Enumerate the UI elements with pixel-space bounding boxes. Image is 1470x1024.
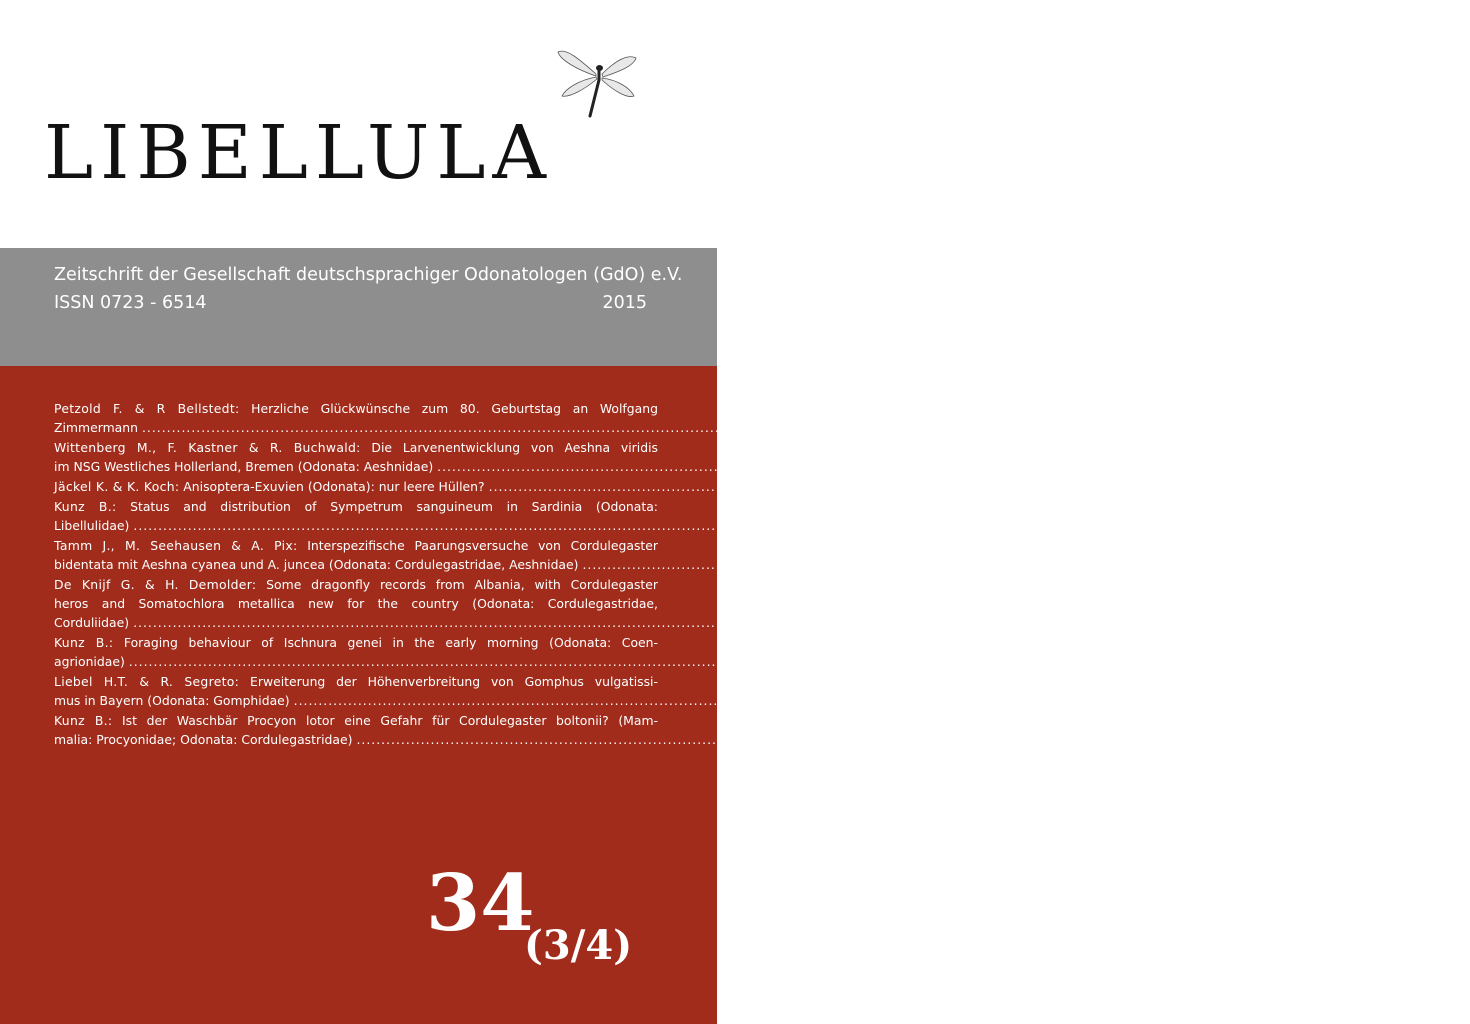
toc-dot-leader: ........................................................................................................................................................................ [293,693,1124,708]
toc-pages: 187–194 [962,654,1016,669]
volume-number: 34 [426,858,535,949]
toc-title-line2: agrionidae) [54,654,125,669]
toc-title-line2: Zimmermann [54,420,138,435]
toc-dot-leader: ........................................................................................................................................................................ [133,615,963,630]
toc-title-line2: Corduliidae) [54,615,130,630]
toc-pages: 175–180 [1416,557,1470,572]
toc-title-line1: Interspezifische Paarungsversuche von Cordulegaster [307,538,658,553]
toc-authors: Kunz B.: [54,713,113,728]
table-of-contents [54,399,1470,750]
toc-title-line1: Foraging behaviour of Ischnura genei in the early morning (Odonata: Coen- [123,635,658,650]
toc-entry [54,438,1325,476]
toc-dot-leader: ........................................................................................................................................................................ [582,557,1413,572]
issue-number: (3/4) [524,922,633,969]
toc-dot-leader: ........................................................................................................................................................................ [141,420,972,435]
contents-panel [0,366,1470,1024]
toc-title-line1: Ist der Waschbär Procyon lotor eine Gefahr für Cordulegaster boltonii? (Mam- [122,713,658,728]
toc-entry [54,477,1376,496]
toc-entry [54,711,1244,749]
cover-header [0,0,717,248]
issn-number: ISSN 0723 - 6514 [54,293,207,313]
toc-pages: 181–185 [966,615,1021,630]
toc-title-line1: Some dragonfly records from Albania, with Cordulegaster [266,577,658,592]
toc-title-line2: malia: Procyonidae; Odonata: Cordulegastridae) [54,732,353,747]
publication-year: 2015 [602,293,647,313]
subtitle-band [0,248,717,366]
toc-pages: 127–141 [1270,459,1325,474]
toc-authors: Petzold F. & R Bellstedt: [54,401,240,416]
toc-dot-leader: ........................................................................................................................................................................ [437,459,1267,474]
toc-entry [54,633,1016,671]
toc-title-line2: im NSG Westliches Hollerland, Bremen (Odonata: Aeshnidae) [54,459,434,474]
toc-entry [54,497,1021,535]
toc-dot-leader: ........................................................................................................................................................................ [488,479,1319,494]
toc-authors: Wittenberg M., F. Kastner & R. Buchwald: [54,440,361,455]
toc-authors: Kunz B.: [54,499,117,514]
dragonfly-icon [556,44,642,118]
toc-pages: 203–207 [1190,732,1244,747]
toc-dot-leader: ........................................................................................................................................................................ [356,732,1187,747]
journal-title: LIBELLULA [44,110,553,196]
toc-pages: 161–173 [967,518,1021,533]
toc-entry [54,536,1470,574]
toc-authors: Jäckel K. & K. Koch: [54,479,180,494]
toc-title-line2: bidentata mit Aeshna cyanea und A. juncea (Odonata: Cordulegastridae, Aeshnidae) [54,557,579,572]
toc-title-line1: Status and distribution of Sympetrum sanguineum in Sardinia (Odonata: [130,499,658,514]
toc-title-line1: Erweiterung der Höhenverbreitung von Gomphus vulgatissi- [250,674,658,689]
toc-authors: Liebel H.T. & R. Segreto: [54,674,240,689]
journal-subtitle: Zeitschrift der Gesellschaft deutschsprachiger Odonatologen (GdO) e.V. [54,265,683,285]
toc-authors: Kunz B.: [54,635,114,650]
toc-entry [54,575,1021,632]
toc-title-line2: mus in Bayern (Odonata: Gomphidae) [54,693,290,708]
toc-dot-leader: ........................................................................................................................................................................ [133,518,964,533]
toc-authors: Tamm J., M. Seehausen & A. Pix: [54,538,298,553]
toc-entry [54,399,1030,437]
toc-entry [54,672,1181,710]
toc-title-line1: Herzliche Glückwünsche zum 80. Geburtstag an Wolfgang [251,401,658,416]
toc-authors: De Knijf G. & H. Demolder: [54,577,257,592]
toc-title-line1b: heros and Somatochlora metallica new for the country (Odonata: Cordulegastridae, [54,596,658,611]
toc-pages: 195–202 [1127,693,1181,708]
toc-title-line2: Libellulidae) [54,518,130,533]
toc-pages: 125–126 [975,420,1030,435]
toc-dot-leader: ........................................................................................................................................................................ [128,654,959,669]
toc-title-line1: Anisoptera-Exuvien (Odonata): nur leere Hüllen? [183,479,485,494]
toc-title-line1: Die Larvenentwicklung von Aeshna viridis [371,440,658,455]
toc-pages: 143–159 [1322,479,1376,494]
